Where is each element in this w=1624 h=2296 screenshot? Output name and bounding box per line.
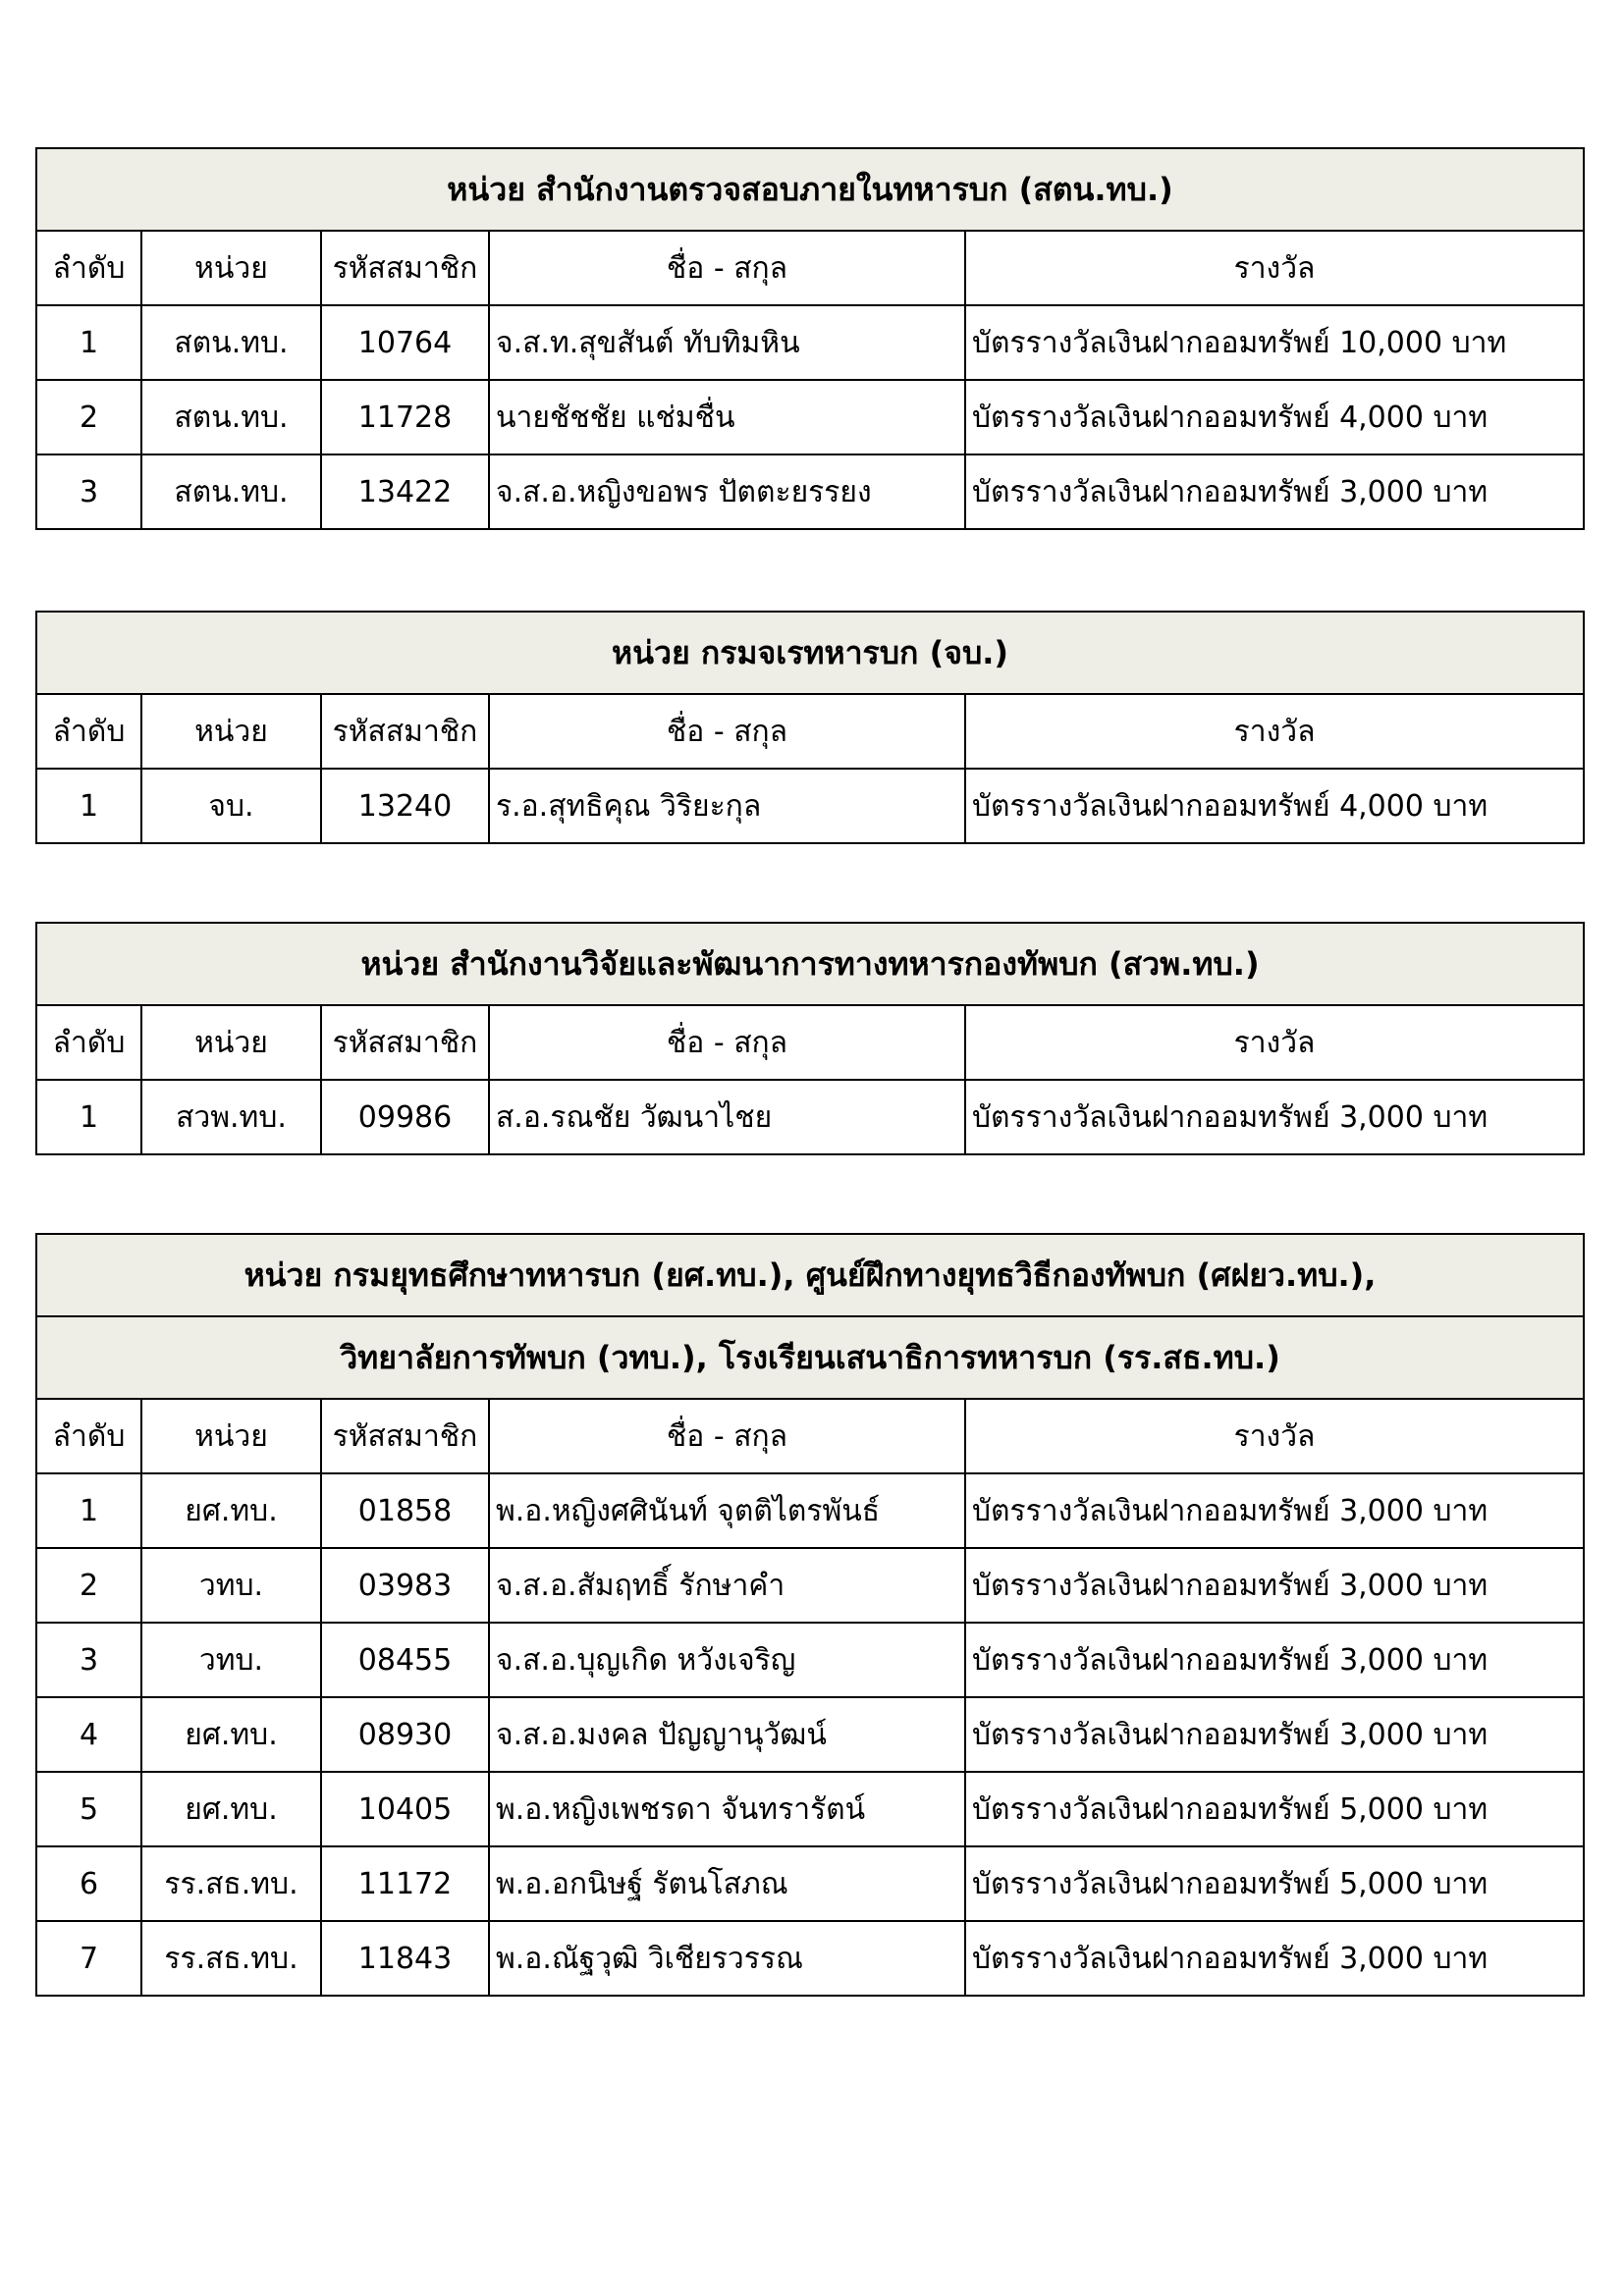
col-header-name: ชื่อ - สกุล: [489, 231, 965, 305]
col-header-name: ชื่อ - สกุล: [489, 694, 965, 769]
cell-member-id: 13240: [321, 769, 489, 843]
cell-prize: บัตรรางวัลเงินฝากออมทรัพย์ 3,000 บาท: [965, 1548, 1584, 1623]
section-title: หน่วย สำนักงานวิจัยและพัฒนาการทางทหารกองทัพบก (สวพ.ทบ.): [36, 923, 1584, 1005]
cell-member-id: 03983: [321, 1548, 489, 1623]
cell-no: 7: [36, 1921, 141, 1996]
cell-prize: บัตรรางวัลเงินฝากออมทรัพย์ 3,000 บาท: [965, 1921, 1584, 1996]
cell-no: 1: [36, 769, 141, 843]
cell-prize: บัตรรางวัลเงินฝากออมทรัพย์ 3,000 บาท: [965, 454, 1584, 529]
table-row: [36, 380, 1584, 454]
cell-prize: บัตรรางวัลเงินฝากออมทรัพย์ 5,000 บาท: [965, 1846, 1584, 1921]
col-header-member-id: รหัสสมาชิก: [321, 694, 489, 769]
cell-name: จ.ส.อ.มงคล ปัญญานุวัฒน์: [489, 1697, 965, 1772]
col-header-unit: หน่วย: [141, 694, 321, 769]
cell-prize: บัตรรางวัลเงินฝากออมทรัพย์ 3,000 บาท: [965, 1623, 1584, 1697]
col-header-unit: หน่วย: [141, 1005, 321, 1080]
col-header-member-id: รหัสสมาชิก: [321, 231, 489, 305]
table-row: [36, 1080, 1584, 1154]
cell-unit: สตน.ทบ.: [141, 380, 321, 454]
cell-no: 6: [36, 1846, 141, 1921]
cell-name: พ.อ.หญิงเพชรดา จันทรารัตน์: [489, 1772, 965, 1846]
unit-table-education: [35, 1233, 1585, 1997]
section-title: หน่วย สำนักงานตรวจสอบภายในทหารบก (สตน.ทบ.): [36, 148, 1584, 231]
cell-member-id: 11172: [321, 1846, 489, 1921]
col-header-name: ชื่อ - สกุล: [489, 1399, 965, 1473]
section-title: หน่วย กรมยุทธศึกษาทหารบก (ยศ.ทบ.), ศูนย์ฝึกทางยุทธวิธีกองทัพบก (ศฝยว.ทบ.),: [36, 1234, 1584, 1316]
section-title-line2: วิทยาลัยการทัพบก (วทบ.), โรงเรียนเสนาธิการทหารบก (รร.สธ.ทบ.): [36, 1316, 1584, 1399]
header-row: [36, 694, 1584, 769]
col-header-unit: หน่วย: [141, 1399, 321, 1473]
cell-name: นายชัชชัย แช่มชื่น: [489, 380, 965, 454]
cell-name: จ.ส.อ.สัมฤทธิ์ รักษาคำ: [489, 1548, 965, 1623]
table-row: [36, 1921, 1584, 1996]
cell-unit: สตน.ทบ.: [141, 305, 321, 380]
cell-no: 3: [36, 1623, 141, 1697]
cell-member-id: 11728: [321, 380, 489, 454]
col-header-prize: รางวัล: [965, 1005, 1584, 1080]
cell-unit: จบ.: [141, 769, 321, 843]
cell-prize: บัตรรางวัลเงินฝากออมทรัพย์ 3,000 บาท: [965, 1697, 1584, 1772]
cell-unit: สตน.ทบ.: [141, 454, 321, 529]
cell-prize: บัตรรางวัลเงินฝากออมทรัพย์ 3,000 บาท: [965, 1080, 1584, 1154]
unit-table-audit: [35, 147, 1585, 530]
cell-name: จ.ส.อ.บุญเกิด หวังเจริญ: [489, 1623, 965, 1697]
cell-member-id: 08455: [321, 1623, 489, 1697]
cell-unit: วทบ.: [141, 1623, 321, 1697]
header-row: [36, 231, 1584, 305]
section-title: หน่วย กรมจเรทหารบก (จบ.): [36, 612, 1584, 694]
cell-no: 2: [36, 1548, 141, 1623]
cell-unit: รร.สธ.ทบ.: [141, 1921, 321, 1996]
col-header-member-id: รหัสสมาชิก: [321, 1005, 489, 1080]
table-row: [36, 1846, 1584, 1921]
cell-member-id: 09986: [321, 1080, 489, 1154]
cell-member-id: 13422: [321, 454, 489, 529]
table-row: [36, 1623, 1584, 1697]
table-row: [36, 1697, 1584, 1772]
cell-prize: บัตรรางวัลเงินฝากออมทรัพย์ 3,000 บาท: [965, 1473, 1584, 1548]
cell-unit: สวพ.ทบ.: [141, 1080, 321, 1154]
cell-no: 4: [36, 1697, 141, 1772]
table-row: [36, 1473, 1584, 1548]
cell-no: 5: [36, 1772, 141, 1846]
cell-no: 2: [36, 380, 141, 454]
header-row: [36, 1399, 1584, 1473]
cell-name: พ.อ.หญิงศศินันท์ จุตติไตรพันธ์: [489, 1473, 965, 1548]
col-header-prize: รางวัล: [965, 1399, 1584, 1473]
unit-table-research: [35, 922, 1585, 1155]
cell-name: จ.ส.อ.หญิงขอพร ปัตตะยรรยง: [489, 454, 965, 529]
header-row: [36, 1005, 1584, 1080]
cell-no: 3: [36, 454, 141, 529]
unit-table-inspector: [35, 611, 1585, 844]
table-row: [36, 454, 1584, 529]
col-header-unit: หน่วย: [141, 231, 321, 305]
col-header-no: ลำดับ: [36, 694, 141, 769]
cell-no: 1: [36, 305, 141, 380]
col-header-member-id: รหัสสมาชิก: [321, 1399, 489, 1473]
cell-no: 1: [36, 1080, 141, 1154]
cell-member-id: 01858: [321, 1473, 489, 1548]
table-row: [36, 769, 1584, 843]
table-row: [36, 1772, 1584, 1846]
cell-name: จ.ส.ท.สุขสันต์ ทับทิมหิน: [489, 305, 965, 380]
col-header-prize: รางวัล: [965, 231, 1584, 305]
col-header-no: ลำดับ: [36, 231, 141, 305]
cell-member-id: 10405: [321, 1772, 489, 1846]
cell-name: ร.อ.สุทธิคุณ วิริยะกุล: [489, 769, 965, 843]
cell-prize: บัตรรางวัลเงินฝากออมทรัพย์ 5,000 บาท: [965, 1772, 1584, 1846]
col-header-no: ลำดับ: [36, 1399, 141, 1473]
cell-name: พ.อ.อกนิษฐ์ รัตนโสภณ: [489, 1846, 965, 1921]
cell-prize: บัตรรางวัลเงินฝากออมทรัพย์ 4,000 บาท: [965, 380, 1584, 454]
cell-name: พ.อ.ณัฐวุฒิ วิเชียรวรรณ: [489, 1921, 965, 1996]
table-row: [36, 1548, 1584, 1623]
cell-unit: ยศ.ทบ.: [141, 1473, 321, 1548]
cell-no: 1: [36, 1473, 141, 1548]
cell-prize: บัตรรางวัลเงินฝากออมทรัพย์ 10,000 บาท: [965, 305, 1584, 380]
cell-prize: บัตรรางวัลเงินฝากออมทรัพย์ 4,000 บาท: [965, 769, 1584, 843]
cell-unit: วทบ.: [141, 1548, 321, 1623]
col-header-name: ชื่อ - สกุล: [489, 1005, 965, 1080]
cell-unit: ยศ.ทบ.: [141, 1772, 321, 1846]
cell-unit: ยศ.ทบ.: [141, 1697, 321, 1772]
col-header-no: ลำดับ: [36, 1005, 141, 1080]
cell-member-id: 08930: [321, 1697, 489, 1772]
cell-member-id: 10764: [321, 305, 489, 380]
cell-name: ส.อ.รณชัย วัฒนาไชย: [489, 1080, 965, 1154]
table-row: [36, 305, 1584, 380]
cell-member-id: 11843: [321, 1921, 489, 1996]
cell-unit: รร.สธ.ทบ.: [141, 1846, 321, 1921]
col-header-prize: รางวัล: [965, 694, 1584, 769]
